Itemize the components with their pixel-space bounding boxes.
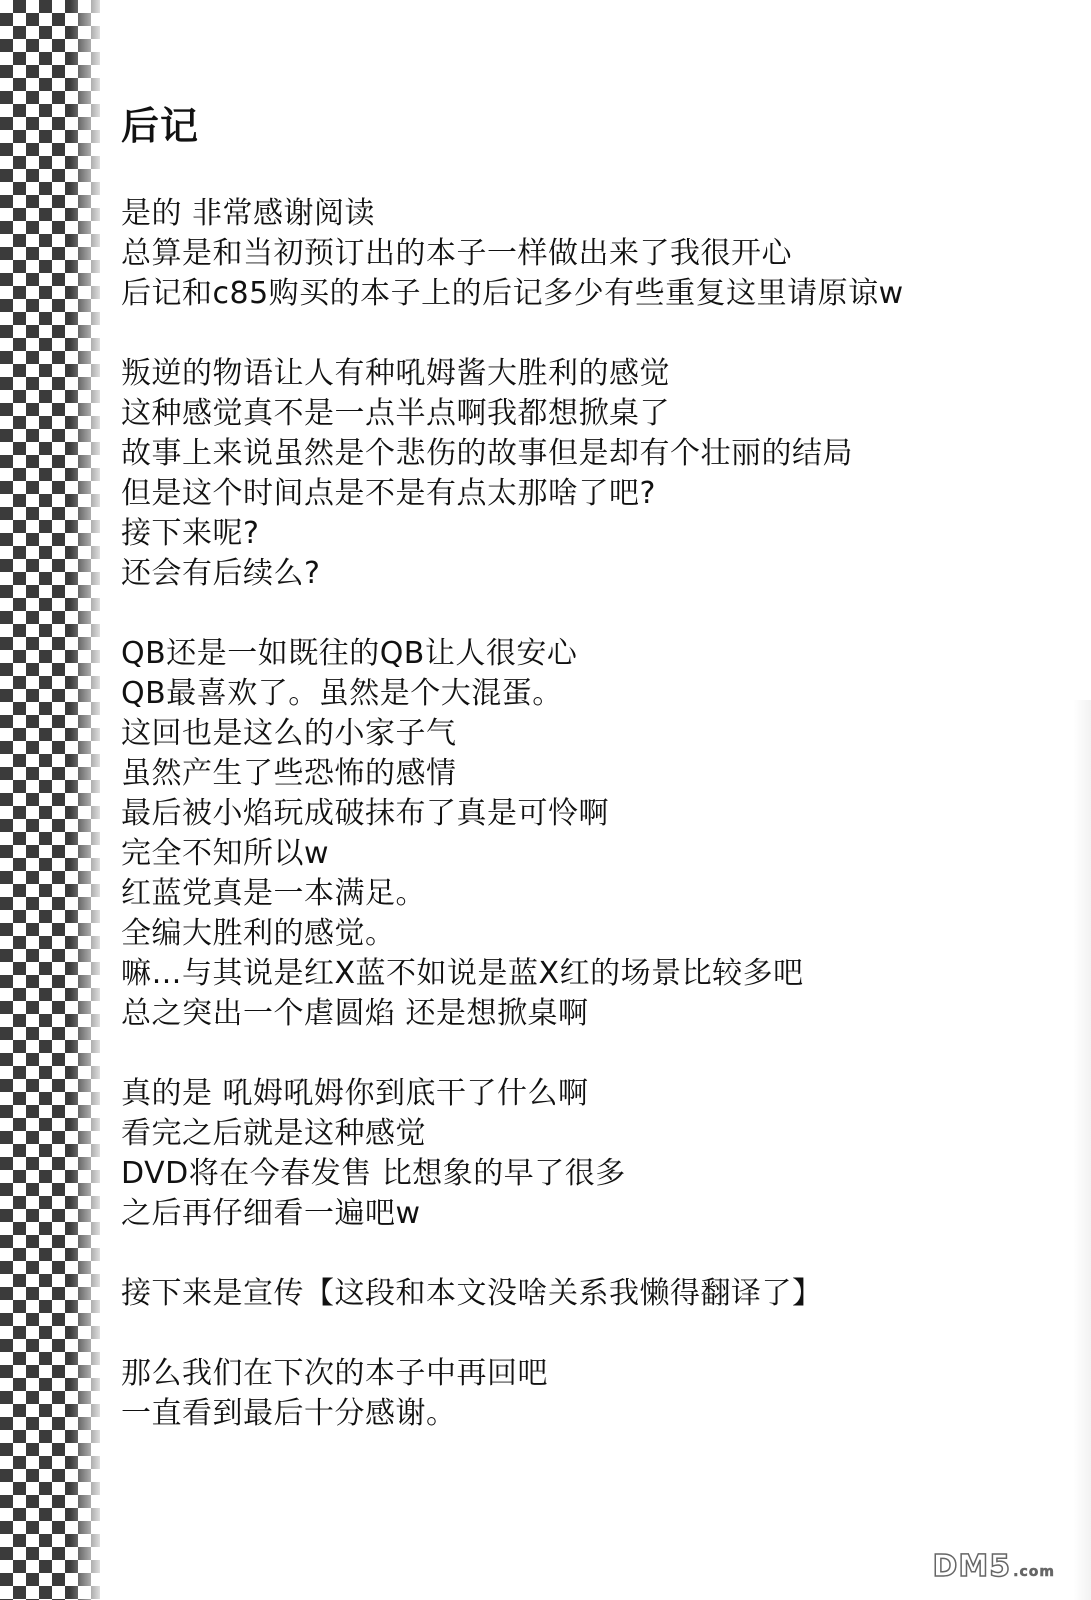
text-line: 红蓝党真是一本满足。 [121,876,426,911]
text-line: QB最喜欢了。虽然是个大混蛋。 [121,676,563,711]
text-line: 但是这个时间点是不是有点太那啥了吧? [121,476,656,511]
paragraph [121,1074,1061,1234]
paragraph [121,194,1061,314]
text-line: 这回也是这么的小家子气 [121,716,457,751]
afterword-body [121,194,1061,1434]
text-line: 总算是和当初预订出的本子一样做出来了我很开心 [121,236,792,271]
paragraph [121,354,1061,594]
text-line: DVD将在今春发售 比想象的早了很多 [121,1156,626,1191]
text-line: 总之突出一个虐圆焰 还是想掀桌啊 [121,996,589,1031]
text-line: 接下来是宣传【这段和本文没啥关系我懒得翻译了】 [121,1276,823,1311]
text-line: 嘛…与其说是红X蓝不如说是蓝X红的场景比较多吧 [121,956,804,991]
text-line: 那么我们在下次的本子中再回吧 [121,1356,548,1391]
text-line: 一直看到最后十分感谢。 [121,1396,457,1431]
text-line: 是的 非常感谢阅读 [121,196,376,231]
text-line: 虽然产生了些恐怖的感情 [121,756,457,791]
text-line: 真的是 吼姆吼姆你到底干了什么啊 [121,1076,589,1111]
afterword-content [121,98,1061,1434]
watermark-text: DM5 [932,1549,1012,1584]
site-watermark [933,1549,1055,1584]
text-line: 还会有后续么? [121,556,321,591]
text-line: QB还是一如既往的QB让人很安心 [121,636,578,671]
paragraph [121,634,1061,1034]
text-line: 完全不知所以w [121,836,330,871]
text-line: 叛逆的物语让人有种吼姆酱大胜利的感觉 [121,356,670,391]
text-line: 故事上来说虽然是个悲伤的故事但是却有个壮丽的结局 [121,436,853,471]
paragraph [121,1354,1061,1434]
watermark-suffix: .com [1013,1564,1055,1580]
page-title: 后记 [121,104,200,148]
page-edge-shadow [1073,700,1091,1600]
text-line: 接下来呢? [121,516,260,551]
text-line: 后记和c85购买的本子上的后记多少有些重复这里请原谅w [121,276,904,311]
text-line: 这种感觉真不是一点半点啊我都想掀桌了 [121,396,670,431]
text-line: 最后被小焰玩成破抹布了真是可怜啊 [121,796,609,831]
text-line: 全编大胜利的感觉。 [121,916,396,951]
border-fade [70,0,110,1600]
paragraph [121,1274,1061,1314]
text-line: 看完之后就是这种感觉 [121,1116,426,1151]
text-line: 之后再仔细看一遍吧w [121,1196,421,1231]
